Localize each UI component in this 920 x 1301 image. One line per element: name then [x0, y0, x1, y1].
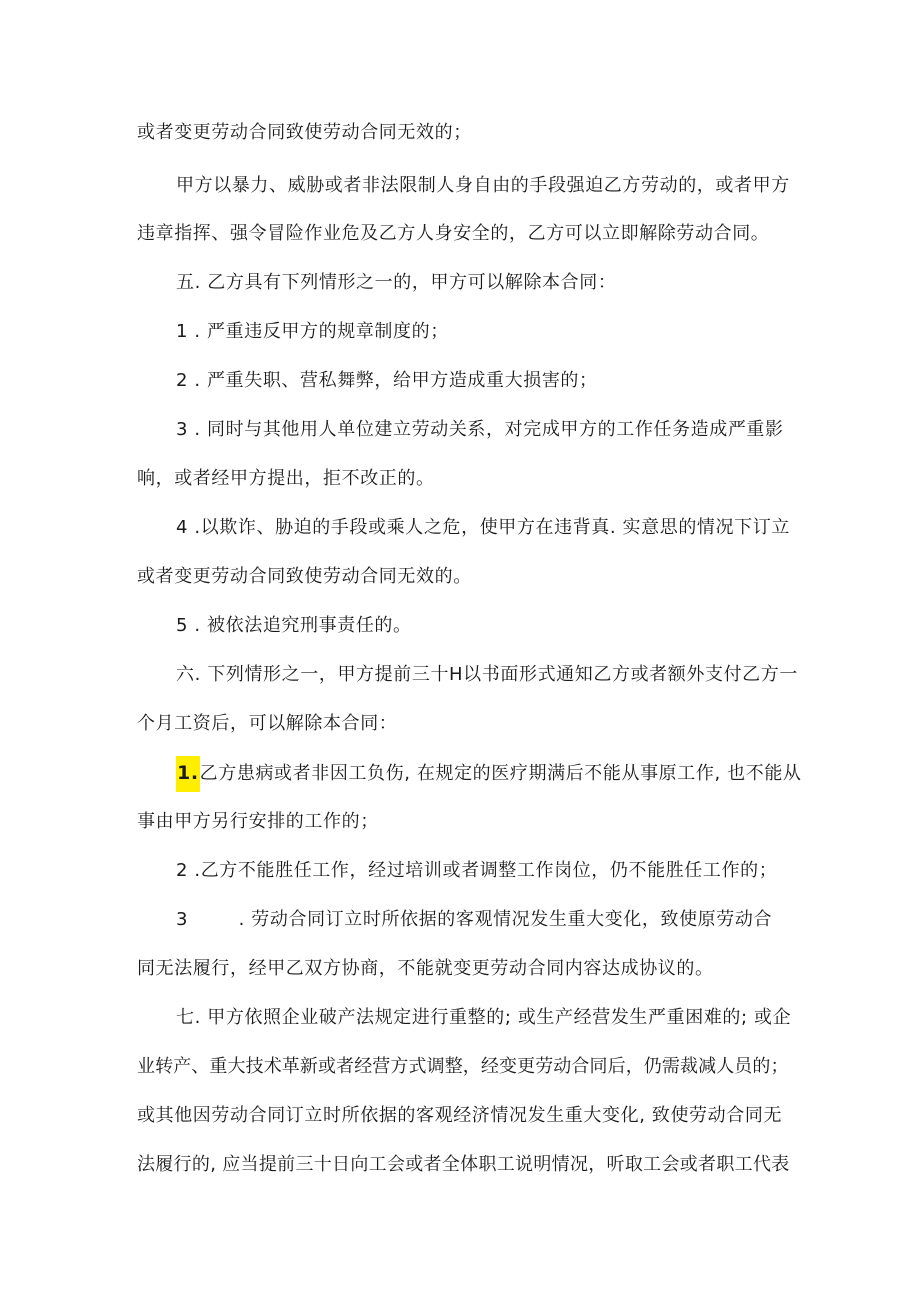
- text-line: 响，或者经甲方提出，拒不改正的。: [137, 468, 435, 489]
- text-line: 事由甲方另行安排的工作的；: [137, 811, 379, 832]
- text-line: 个月工资后，可以解除本合同：: [137, 713, 398, 734]
- text-line: 或者变更劳动合同致使劳动合同无效的。: [137, 566, 472, 587]
- section-heading: 六. 下列情形之一，甲方提前三十H以书面形式通知乙方或者额外支付乙方一: [176, 664, 798, 685]
- text-line: 同无法履行，经甲乙双方协商，不能就变更劳动合同内容达成协议的。: [137, 958, 714, 979]
- section-heading: 七. 甲方依照企业破产法规定进行重整的; 或生产经营发生严重困难的; 或企: [176, 1007, 792, 1028]
- list-item: [176, 761, 802, 786]
- text-line: 违章指挥、强令冒险作业危及乙方人身安全的，乙方可以立即解除劳动合同。: [137, 223, 770, 244]
- text-line: 或者变更劳动合同致使劳动合同无效的；: [137, 122, 472, 143]
- list-item: 1 . 严重违反甲方的规章制度的；: [176, 321, 449, 342]
- list-item: 5 . 被依法追究刑事责任的。: [176, 615, 412, 636]
- section-heading: 五. 乙方具有下列情形之一的，甲方可以解除本合同：: [176, 272, 617, 293]
- list-item-text: 乙方患病或者非因工负伤, 在规定的医疗期满后不能从事原工作, 也不能从: [199, 763, 802, 784]
- text-line: 甲方以暴力、威胁或者非法限制人身自由的手段强迫乙方劳动的，或者甲方: [176, 175, 790, 196]
- list-item: 2 . 严重失职、营私舞弊，给甲方造成重大损害的；: [176, 370, 598, 391]
- list-item: 3 . 同时与其他用人单位建立劳动关系，对完成甲方的工作任务造成严重影: [176, 419, 784, 440]
- text-line: 或其他因劳动合同订立时所依据的客观经济情况发生重大变化, 致使劳动合同无: [137, 1105, 783, 1126]
- list-item: 4 .以欺诈、胁迫的手段或乘人之危，使甲方在违背真. 实意思的情况下订立: [176, 517, 790, 538]
- list-item: 3 . 劳动合同订立时所依据的客观情况发生重大变化，致使原劳动合: [176, 909, 773, 930]
- text-line: 法履行的, 应当提前三十日向工会或者全体职工说明情况，听取工会或者职工代表: [137, 1154, 790, 1175]
- list-item: 2 .乙方不能胜任工作，经过培训或者调整工作岗位，仍不能胜任工作的；: [176, 860, 778, 881]
- highlight-marker: 1.: [176, 756, 200, 792]
- text-line: 业转产、重大技术革新或者经营方式调整，经变更劳动合同后，仍需裁减人员的；: [137, 1056, 789, 1077]
